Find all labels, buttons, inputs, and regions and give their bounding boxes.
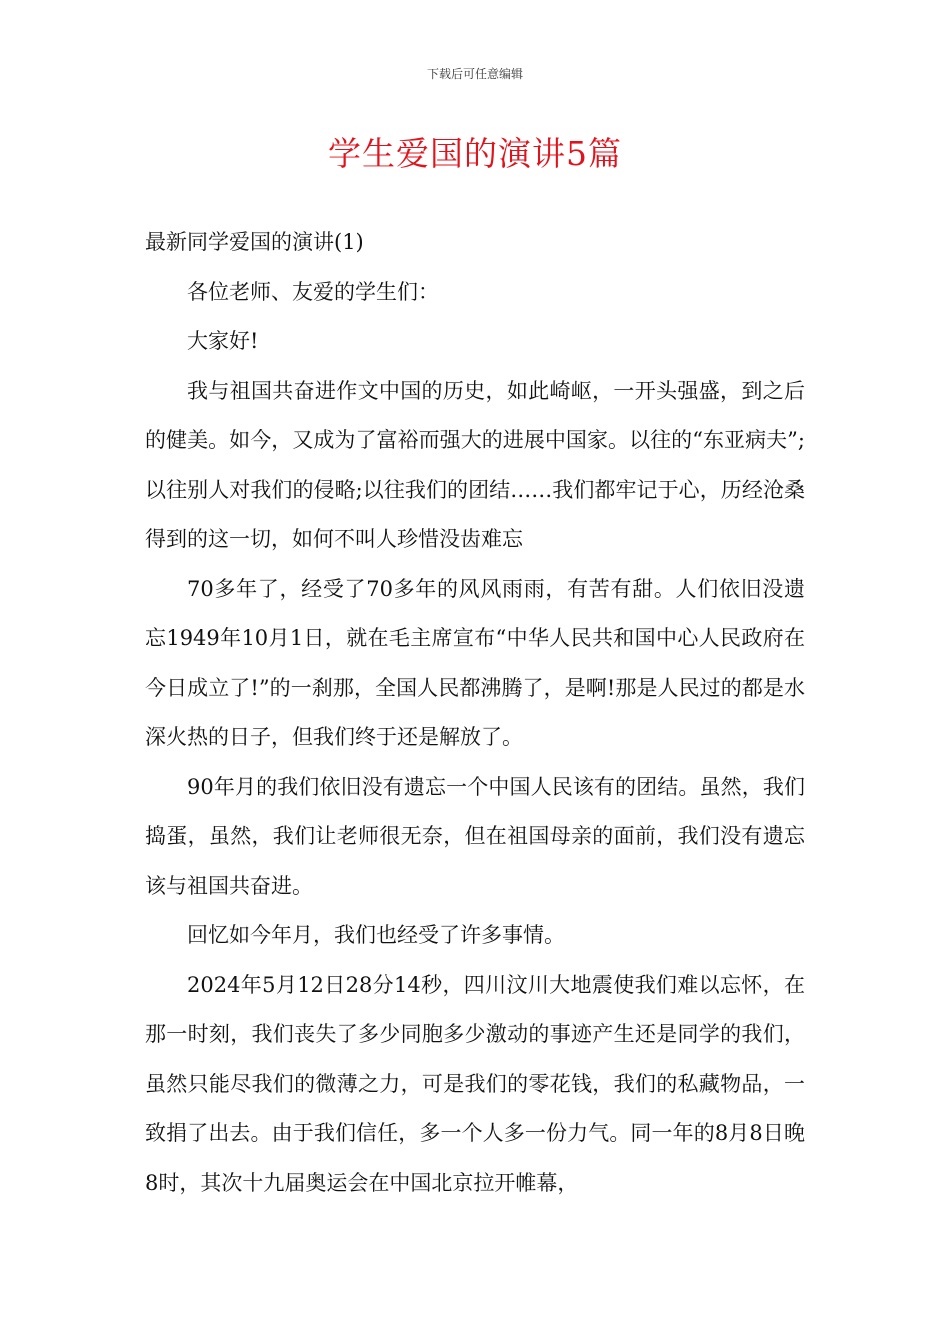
paragraph-nineties: 90年月的我们依旧没有遗忘一个中国人民该有的团结。虽然，我们捣蛋，虽然，我们让老师很无奈，但在祖国母亲的面前，我们没有遗忘该与祖国共奋进。 bbox=[145, 774, 805, 898]
document-body bbox=[145, 218, 805, 1208]
paragraph-hello: 大家好! bbox=[187, 329, 259, 353]
paragraph-earthquake: 2024年5月12日28分14秒，四川汶川大地震使我们难以忘怀，在那一时刻，我们丧失了多少同胞多少激动的事迹产生还是同学的我们，虽然只能尽我们的微薄之力，可是我们的零花钱，我们的私藏物品，一致捐了出去。由于我们信任，多一个人多一份力气。同一年的8月8日晚8时，其次十九届奥运会在中国北京拉开帷幕， bbox=[145, 972, 805, 1195]
document-title: 学生爱国的演讲5篇 bbox=[328, 134, 622, 173]
paragraph-recall: 回忆如今年月，我们也经受了许多事情。 bbox=[187, 923, 565, 947]
header-note: 下载后可任意编辑 bbox=[426, 67, 523, 81]
paragraph-greeting: 各位老师、友爱的学生们： bbox=[187, 279, 439, 304]
paragraph-founding: 70多年了，经受了70多年的风风雨雨，有苦有甜。人们依旧没遗忘1949年10月1日，就在毛主席宣布“中华人民共和国中心人民政府在今日成立了!”的一刹那，全国人民都沸腾了，是啊!那是人民过的都是水深火热的日子，但我们终于还是解放了。 bbox=[145, 576, 805, 749]
paragraph-history: 我与祖国共奋进作文中国的历史，如此崎岖，一开头强盛，到之后的健美。如今，又成为了富裕而强大的进展中国家。以往的“东亚病夫”;以往别人对我们的侵略;以往我们的团结……我们都牢记于心，历经沧桑得到的这一切，如何不叫人珍惜没齿难忘 bbox=[145, 378, 805, 551]
section-subheading: 最新同学爱国的演讲(1) bbox=[145, 230, 364, 254]
